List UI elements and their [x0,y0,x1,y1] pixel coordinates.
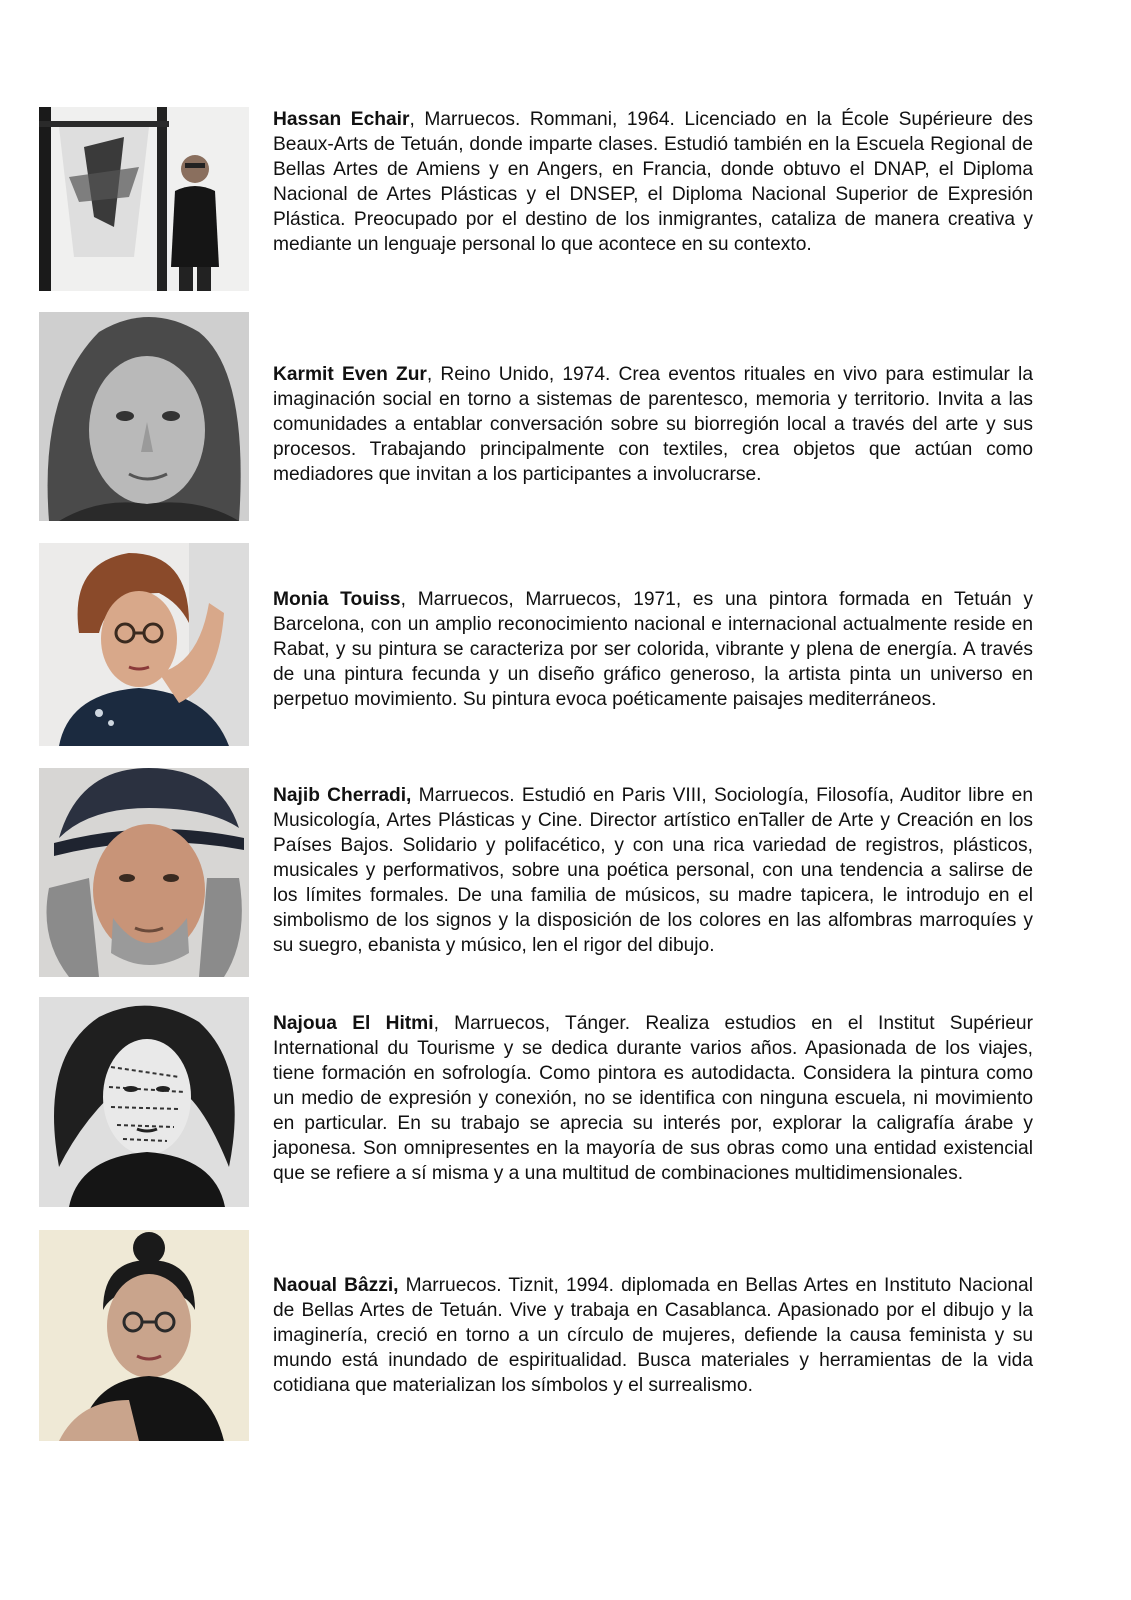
artist-name: Karmit Even Zur [273,364,427,385]
artist-description: Marruecos. Estudió en Paris VIII, Sociología, Filosofía, Auditor libre en Musicología, Artes Plásticas y Cine. Director artístico enTaller de Arte y Creación en los Países Bajos. Solidario y polifacético, y con una rica variedad de registros, plásticos, musicales y performativos, sobre una poética personal, con una tendencia a salirse de los límites formales. De una familia de músicos, su madre tapicera, le introdujo en el simbolismo de los signos y la disposición de los colores en las alfombras marroquíes y su suegro, ebanista y músico, len el rigor del dibujo. [273,785,1033,956]
artist-bio-naoual-bazzi [273,1273,1033,1398]
artist-photo-najib-cherradi [39,768,249,977]
artist-description: , Marruecos, Tánger. Realiza estudios en el Institut Supérieur International du Tourisme y se dedica durante varios años. Apasionada de los viajes, tiene formación en sofrología. Como pintora es autodidacta. Considera la pintura como un medio de expresión y conexión, no se identifica con ninguna escuela, ni movimiento en particular. En su trabajo se aprecia su interés por, explorar la caligrafía árabe y japonesa. Son omnipresentes en la mayoría de sus obras como una entidad existencial que se refiere a sí misma y a una multitud de combinaciones multidimensionales. [273,1013,1033,1184]
artist-bio-karmit-even-zur [273,362,1033,487]
artist-name: Najib Cherradi, [273,785,412,806]
artist-name: Hassan Echair [273,109,410,130]
artist-photo-hassan-echair [39,107,249,291]
artist-description: , Marruecos, Marruecos, 1971, es una pintora formada en Tetuán y Barcelona, con un amplio reconocimiento nacional e internacional actualmente reside en Rabat, y su pintura se caracteriza por ser colorida, vibrante y plena de energía. A través de una pintura fecunda y un diseño gráfico generoso, la artista pinta un universo en perpetuo movimiento. Su pintura evoca poéticamente paisajes mediterráneos. [273,589,1034,710]
artist-description: , Marruecos. Rommani, 1964. Licenciado en la École Supérieure des Beaux-Arts de Tetuán, donde imparte clases. Estudió también en la Escuela Regional de Bellas Artes de Amiens y en Angers, en Francia, donde obtuvo el DNAP, el Diploma Nacional de Artes Plásticas y el DNSEP, el Diploma Nacional Superior de Expresión Plástica. Preocupado por el destino de los inmigrantes, cataliza de manera creativa y mediante un lenguaje personal lo que acontece en su contexto. [273,109,1033,255]
artist-description: , Reino Unido, 1974. Crea eventos rituales en vivo para estimular la imaginación social en torno a sistemas de parentesco, memoria y territorio. Invita a las comunidades a entablar conversación sobre su biorregión local a través del arte y sus procesos. Trabajando principalmente con textiles, crea objetos que actúan como mediadores que invitan a los participantes a involucrarse. [273,364,1033,485]
artist-photo-najoua-el-hitmi [39,997,249,1207]
artist-name: Monia Touiss [273,589,401,610]
artist-photo-karmit-even-zur [39,312,249,521]
artist-photo-naoual-bazzi [39,1230,249,1441]
artist-name: Naoual Bâzzi, [273,1275,399,1296]
artist-photo-monia-touiss [39,543,249,746]
artist-bio-najib-cherradi [273,783,1033,958]
artist-bio-hassan-echair [273,107,1033,257]
artist-description: Marruecos. Tiznit, 1994. diplomada en Bellas Artes en Instituto Nacional de Bellas Artes de Tetuán. Vive y trabaja en Casablanca. Apasionado por el dibujo y la imaginería, creció en torno a un círculo de mujeres, defiende la causa feminista y su mundo está inundado de espiritualidad. Busca materiales y herramientas de la vida cotidiana que materializan los símbolos y el surrealismo. [273,1275,1033,1396]
artist-name: Najoua El Hitmi [273,1013,434,1034]
artist-bio-monia-touiss [273,587,1033,712]
artist-bio-najoua-el-hitmi [273,1011,1033,1186]
